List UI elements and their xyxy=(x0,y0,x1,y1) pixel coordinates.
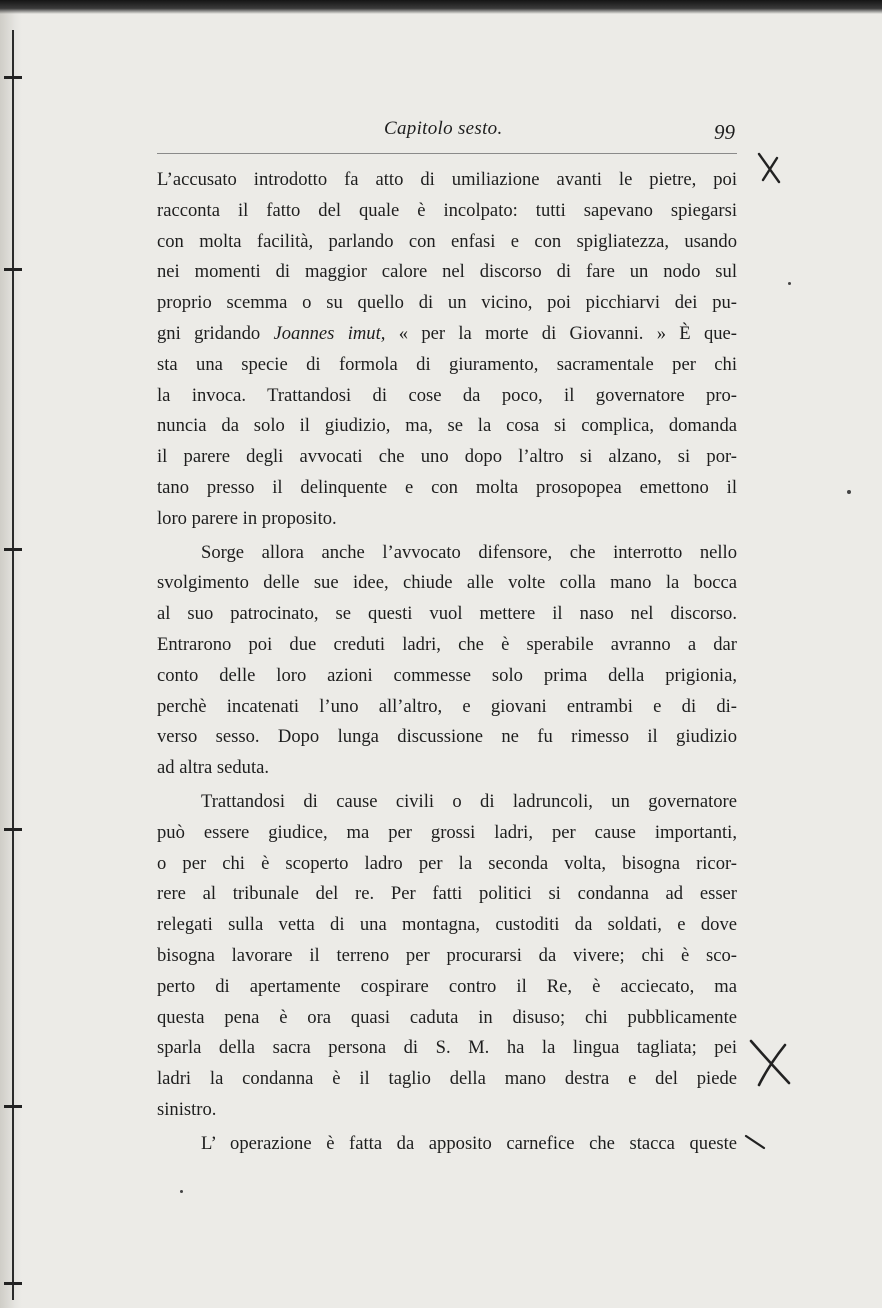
paper-speck xyxy=(847,490,851,494)
page-header xyxy=(157,112,737,152)
text-line: L’ operazione è fatta da apposito carnefice che stacca queste xyxy=(201,1132,737,1154)
text-line: Entrarono poi due creduti ladri, che è sperabile avranno a dar xyxy=(157,633,737,655)
handwritten-x-mark xyxy=(745,1035,795,1090)
text-line: ladri la condanna è il taglio della mano destra e del piede xyxy=(157,1068,737,1090)
text-line: la invoca. Trattandosi di cose da poco, il governatore pro- xyxy=(157,384,737,406)
text-line: con molta facilità, parlando con enfasi e con spigliatezza, usando xyxy=(157,230,737,252)
binding-thread xyxy=(12,30,14,1300)
text-line: bisogna lavorare il terreno per procurarsi da vivere; chi è sco- xyxy=(157,944,737,966)
text-line: racconta il fatto del quale è incolpato: tutti sapevano spiegarsi xyxy=(157,199,737,221)
text-line: rere al tribunale del re. Per fatti politici si condanna ad esser xyxy=(157,883,737,905)
text-line: verso sesso. Dopo lunga discussione ne fu rimesso il giudizio xyxy=(157,726,737,748)
italic-phrase: Joannes imut, xyxy=(273,322,386,344)
text-line xyxy=(157,319,737,350)
text-line: tano presso il delinquente e con molta prosopopea emettono il xyxy=(157,476,737,498)
text-line: L’accusato introdotto fa atto di umiliazione avanti le pietre, poi xyxy=(157,169,737,190)
text-line: il parere degli avvocati che uno dopo l’altro si alzano, si por- xyxy=(157,446,737,468)
binding-stitch xyxy=(4,1105,22,1108)
text-line: perchè incatenati l’uno all’altro, e giovani entrambi e di di- xyxy=(157,695,737,717)
scan-top-shadow xyxy=(0,0,882,14)
text-line: loro parere in proposito. xyxy=(157,507,337,529)
text-line: sinistro. xyxy=(157,1098,217,1120)
text-line: può essere giudice, ma per grossi ladri, per cause importanti, xyxy=(157,821,737,843)
text-line: Sorge allora anche l’avvocato difensore, che interrotto nello xyxy=(201,541,737,563)
text-line: perto di apertamente cospirare contro il Re, è acciecato, ma xyxy=(157,975,737,997)
text-run: « per la morte di Giovanni. » È que- xyxy=(385,322,737,344)
binding-stitch xyxy=(4,268,22,271)
binding-edge xyxy=(0,0,22,1308)
paper-speck xyxy=(788,282,791,285)
text-line: sta una specie di formola di giuramento, sacramentale per chi xyxy=(157,353,737,375)
binding-stitch xyxy=(4,548,22,551)
binding-stitch xyxy=(4,76,22,79)
body-text xyxy=(157,165,737,1160)
header-rule xyxy=(157,153,737,154)
binding-stitch xyxy=(4,828,22,831)
text-line: questa pena è ora quasi caduta in disuso; chi pubblicamente xyxy=(157,1006,737,1028)
running-head: Capitolo sesto. xyxy=(384,118,503,139)
paper-speck xyxy=(180,1190,183,1193)
page-number: 99 xyxy=(714,120,735,144)
text-line: al suo patrocinato, se questi vuol mettere il naso nel discorso. xyxy=(157,603,737,625)
text-run: gni gridando xyxy=(157,322,274,344)
text-line: ad altra seduta. xyxy=(157,757,270,779)
handwritten-dash-mark xyxy=(744,1130,768,1154)
text-line: Trattandosi di cause civili o di ladruncoli, un governatore xyxy=(201,790,737,812)
text-line: nei momenti di maggior calore nel discorso di fare un nodo sul xyxy=(157,261,737,283)
handwritten-x-mark xyxy=(755,150,785,190)
text-line: relegati sulla vetta di una montagna, custoditi da soldati, e dove xyxy=(157,914,737,936)
text-line: sparla della sacra persona di S. M. ha la lingua tagliata; pei xyxy=(157,1037,737,1059)
text-line: svolgimento delle sue idee, chiude alle volte colla mano la bocca xyxy=(157,572,737,594)
binding-stitch xyxy=(4,1282,22,1285)
text-line: nuncia da solo il giudizio, ma, se la cosa si complica, domanda xyxy=(157,415,737,437)
text-line: proprio scemma o su quello di un vicino, poi picchiarvi dei pu- xyxy=(157,292,737,314)
text-line: conto delle loro azioni commesse solo prima della prigionia, xyxy=(157,664,737,686)
text-line: o per chi è scoperto ladro per la seconda volta, bisogna ricor- xyxy=(157,852,737,874)
